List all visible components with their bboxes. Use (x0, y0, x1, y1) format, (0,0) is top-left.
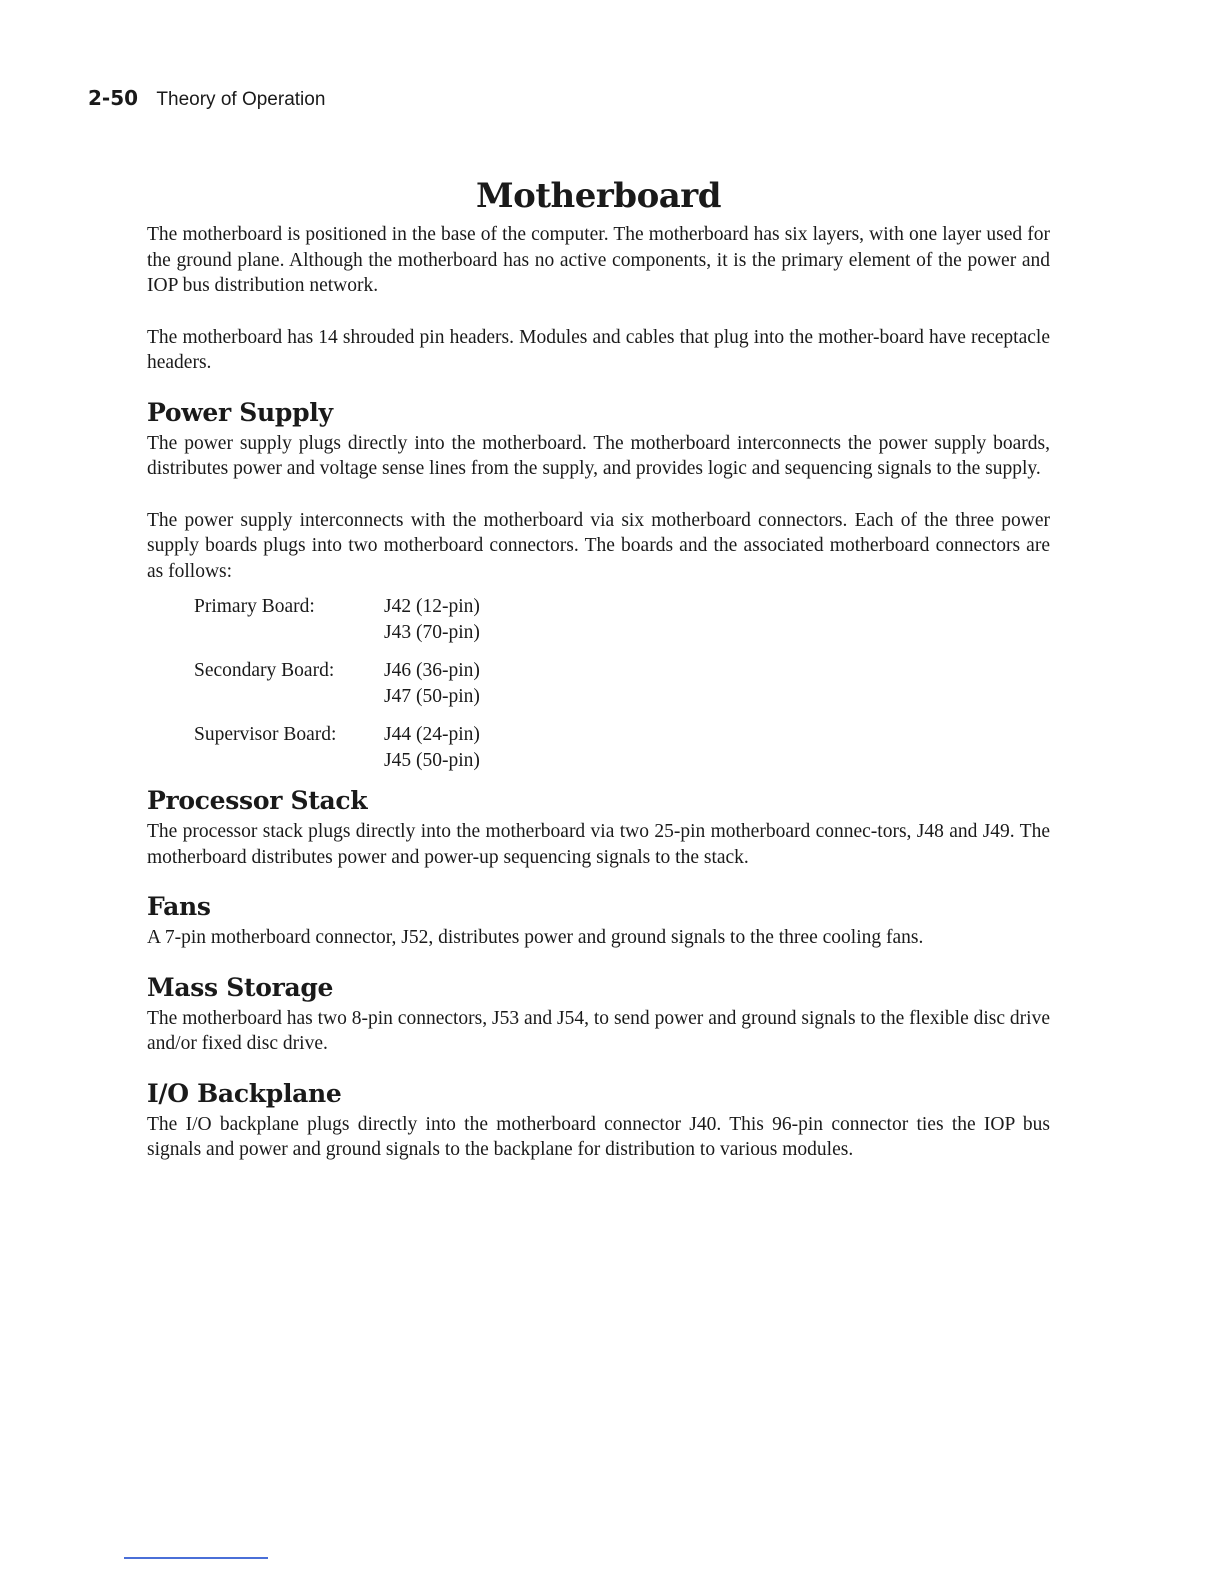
board-label: Primary Board: (194, 596, 315, 617)
io-backplane-paragraph: The I/O backplane plugs directly into the motherboard connector J40. This 96-pin connector ties the IOP bus signals and power and ground signals to the backplane for distribution to various modules. (147, 1113, 1050, 1160)
processor-stack-heading: Processor Stack (147, 786, 368, 815)
connector-group-primary (194, 594, 1050, 646)
intro-paragraph-1: The motherboard is positioned in the base of the computer. The motherboard has six layers, with one layer used for the ground plane. Although the motherboard has no active components, it is the primary element of the power and IOP bus distribution network. (147, 224, 1050, 296)
mass-storage-heading: Mass Storage (147, 972, 334, 1002)
footer-rule (124, 1557, 268, 1559)
connector-group-secondary (194, 658, 1050, 710)
io-backplane-heading: I/O Backplane (147, 1078, 342, 1108)
board-label: Secondary Board: (194, 660, 335, 681)
running-header-title: Theory of Operation (156, 89, 326, 110)
power-supply-heading: Power Supply (147, 397, 333, 427)
page-number: 2-50 (88, 86, 139, 110)
page-content (147, 176, 1050, 1163)
power-supply-paragraph-2: The power supply interconnects with the motherboard via six motherboard connectors. Each of the three power supply boards plugs into two motherboard connectors. The boards and the associated motherboard connectors are as follows: (147, 509, 1050, 582)
board-label: Supervisor Board: (194, 724, 337, 745)
connector-entry: J44 (24-pin) (384, 724, 480, 745)
power-supply-paragraph-1: The power supply plugs directly into the motherboard. The motherboard interconnects the power supply boards, distributes power and voltage sense lines from the supply, and provides logic and sequencing signals to the supply. (147, 432, 1050, 479)
connector-list (194, 594, 1050, 774)
connector-entry: J47 (50-pin) (384, 686, 480, 707)
connector-entry: J43 (70-pin) (384, 622, 480, 643)
fans-paragraph: A 7-pin motherboard connector, J52, distributes power and ground signals to the three cooling fans. (147, 927, 924, 948)
connector-entry: J46 (36-pin) (384, 660, 480, 681)
fans-heading: Fans (147, 892, 211, 921)
page-header (88, 86, 325, 111)
mass-storage-paragraph: The motherboard has two 8-pin connectors, J53 and J54, to send power and ground signals to the flexible disc drive and/or fixed disc drive. (147, 1007, 1050, 1054)
page-title: Motherboard (476, 176, 721, 216)
connector-group-supervisor (194, 722, 1050, 774)
connector-entry: J45 (50-pin) (384, 750, 480, 771)
processor-stack-paragraph: The processor stack plugs directly into the motherboard via two 25-pin motherboard connec-tors, J48 and J49. The motherboard distributes power and power-up sequencing signals to the stack. (147, 821, 1050, 868)
connector-entry: J42 (12-pin) (384, 596, 480, 617)
intro-paragraph-2: The motherboard has 14 shrouded pin headers. Modules and cables that plug into the mother-board have receptacle headers. (147, 326, 1050, 373)
